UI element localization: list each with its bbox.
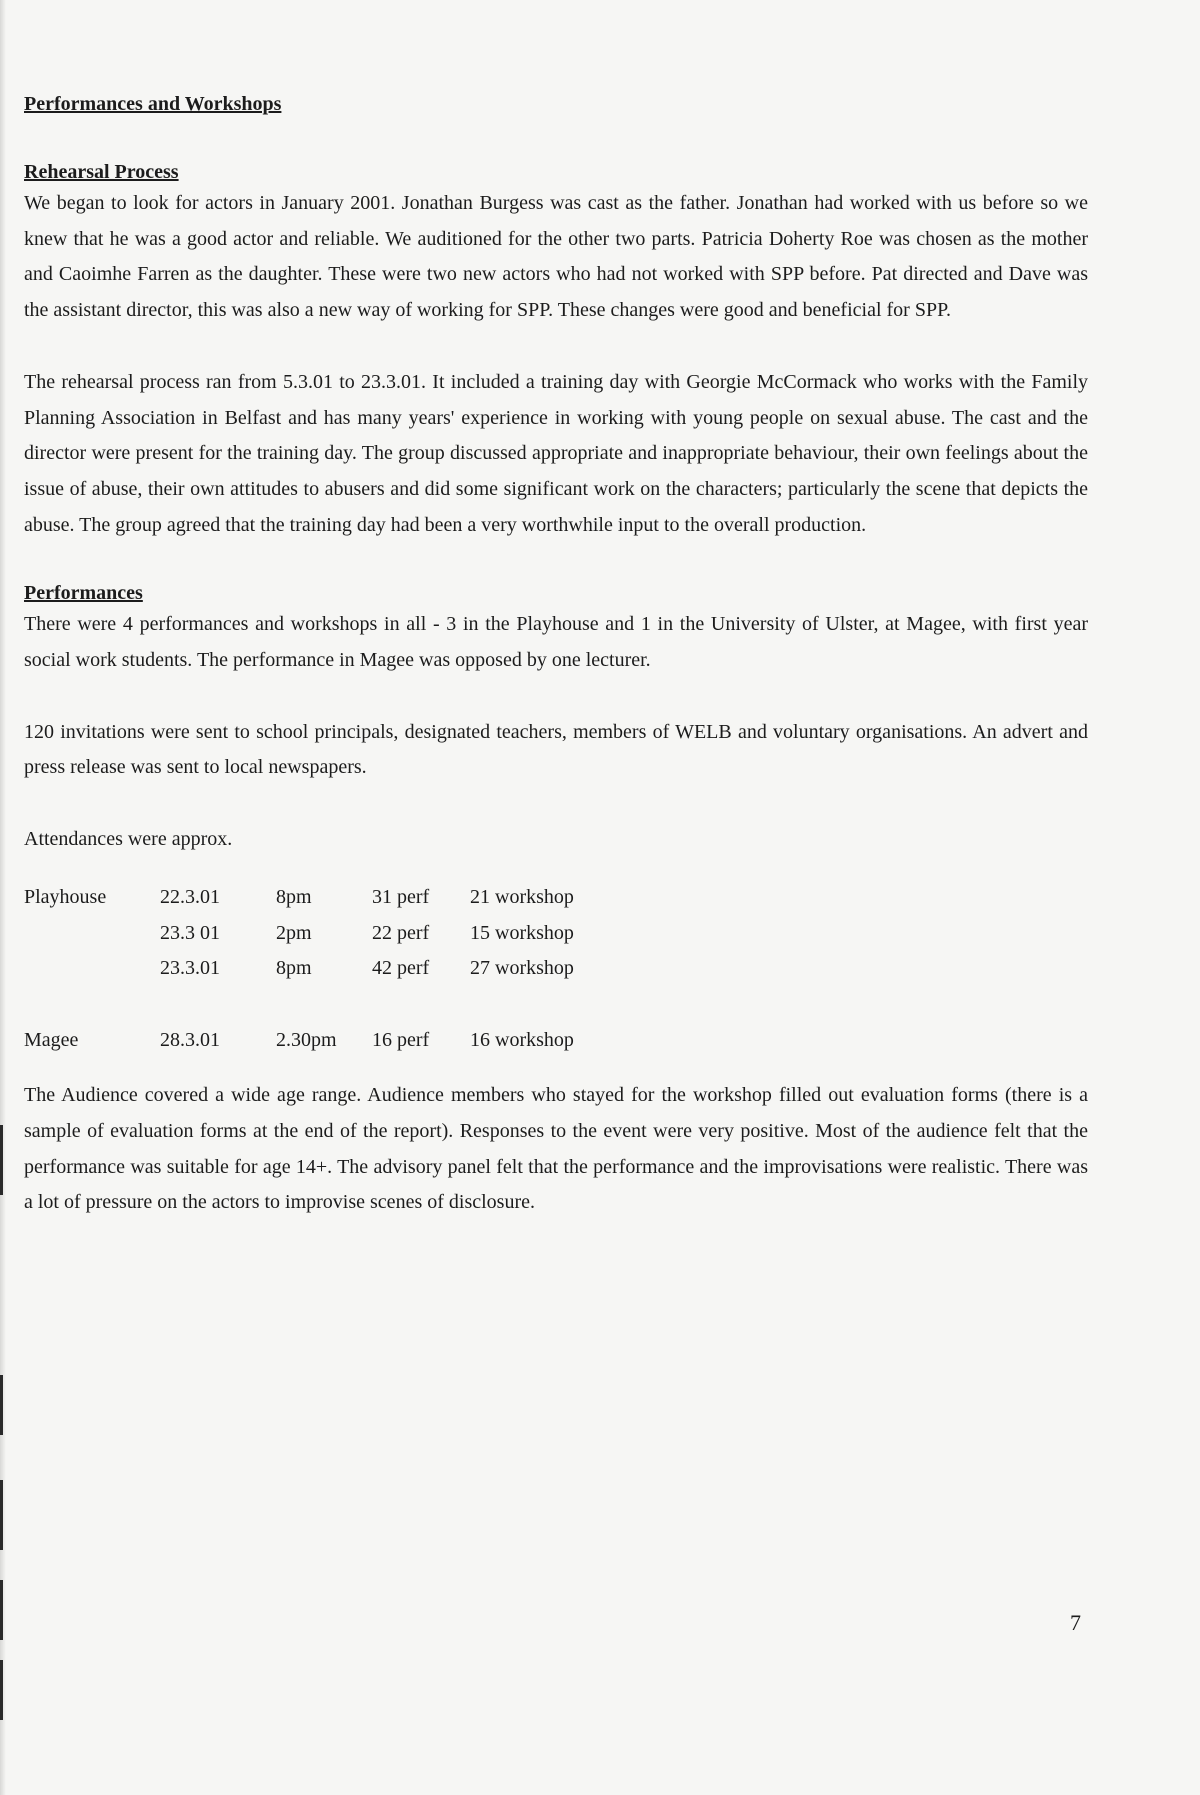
binding-mark (0, 1660, 3, 1720)
performances-paragraph: There were 4 performances and workshops in all - 3 in the Playhouse and 1 in the University of Ulster, at Magee, with first year social work students. The performance in Magee was opposed by one lecturer. (24, 613, 1088, 672)
page-title: Performances and Workshops (24, 93, 282, 115)
rehearsal-paragraph: We began to look for actors in January 2001. Jonathan Burgess was cast as the father. Jonathan had worked with us before so we knew that he was a good actor and reliable. We auditioned for the other two parts. Patricia Doherty Roe was chosen as the mother and Caoimhe Farren as the daughter. These were two new actors who had not worked with SPP before. Pat directed and Dave was the assistant director, this was also a new way of working for SPP. These changes were good and beneficial for SPP. (24, 192, 1088, 322)
time-cell: 2pm (276, 921, 312, 944)
table-row (24, 915, 630, 951)
audience-paragraph: The Audience covered a wide age range. Audience members who stayed for the workshop filled out evaluation forms (there is a sample of evaluation forms at the end of the report). Responses to the event were very positive. Most of the audience felt that the performance was suitable for age 14+. The advisory panel felt that the performance and the improvisations were realistic. There was a lot of pressure on the actors to improvise scenes of disclosure. (24, 1084, 1088, 1214)
perf-cell: 42 perf (372, 957, 430, 980)
workshop-cell: 16 workshop (470, 1028, 574, 1051)
document-body (24, 90, 1088, 1221)
table-row (24, 951, 630, 987)
time-cell: 8pm (276, 886, 312, 909)
venue-cell: Magee (24, 1028, 79, 1051)
rehearsal-paragraph: The rehearsal process ran from 5.3.01 to 23.3.01. It included a training day with Georgie McCormack who works with the Family Planning Association in Belfast and has many years' experience in working with young people on sexual abuse. The cast and the director were present for the training day. The group discussed appropriate and inappropriate behaviour, their own feelings about the issue of abuse, their own attitudes to abusers and did some significant work on the characters; particularly the scene that depicts the abuse. The group agreed that the training day had been a very worthwhile input to the overall production. (24, 370, 1088, 536)
table-row (24, 1023, 630, 1059)
binding-mark (0, 1125, 3, 1195)
binding-mark (0, 1580, 3, 1640)
page-number: 7 (1070, 1610, 1081, 1635)
perf-cell: 31 perf (372, 886, 430, 909)
venue-cell (24, 951, 160, 987)
date-cell: 22.3.01 (160, 886, 220, 909)
binding-mark (0, 1375, 3, 1435)
time-cell: 2.30pm (276, 1028, 337, 1051)
binding-mark (0, 1480, 3, 1550)
workshop-cell: 15 workshop (470, 921, 574, 944)
venue-cell: Playhouse (24, 886, 107, 909)
date-cell: 23.3.01 (160, 957, 220, 980)
perf-cell: 22 perf (372, 921, 430, 944)
rehearsal-heading: Rehearsal Process (24, 161, 179, 183)
invitations-paragraph: 120 invitations were sent to school principals, designated teachers, members of WELB and voluntary organisations. An advert and press release was sent to local newspapers. (24, 720, 1088, 779)
venue-cell (24, 915, 160, 951)
table-spacer-row (24, 987, 630, 1023)
perf-cell: 16 perf (372, 1028, 430, 1051)
table-row (24, 880, 630, 916)
workshop-cell: 21 workshop (470, 886, 574, 909)
date-cell: 23.3 01 (160, 921, 220, 944)
date-cell: 28.3.01 (160, 1028, 220, 1051)
attendances-intro: Attendances were approx. (24, 828, 233, 851)
performances-heading: Performances (24, 582, 143, 605)
time-cell: 8pm (276, 957, 312, 980)
workshop-cell: 27 workshop (470, 957, 574, 980)
attendance-table (24, 880, 630, 1058)
